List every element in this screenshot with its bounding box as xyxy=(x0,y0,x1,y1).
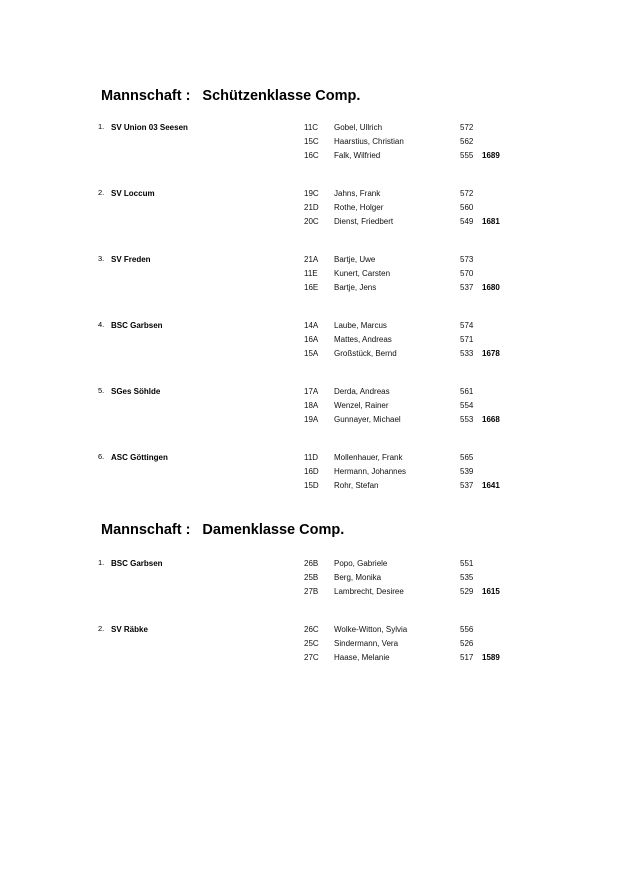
team-rank: 2. xyxy=(98,188,105,197)
member-number: 25C xyxy=(304,639,319,648)
team-total: 1589 xyxy=(482,653,500,662)
member-row xyxy=(0,573,620,587)
member-row xyxy=(0,559,620,573)
member-score: 551 xyxy=(460,559,474,568)
team-name: SGes Söhlde xyxy=(111,387,161,396)
member-score: 574 xyxy=(460,321,474,330)
team-total: 1680 xyxy=(482,283,500,292)
member-number: 19A xyxy=(304,415,319,424)
member-name: Laube, Marcus xyxy=(334,321,387,330)
member-score: 573 xyxy=(460,255,474,264)
member-number: 21D xyxy=(304,203,319,212)
member-score: 535 xyxy=(460,573,474,582)
member-number: 16C xyxy=(304,151,319,160)
member-score: 572 xyxy=(460,123,474,132)
team-block xyxy=(0,559,620,601)
member-name: Rohr, Stefan xyxy=(334,481,379,490)
member-name: Popo, Gabriele xyxy=(334,559,388,568)
team-block xyxy=(0,123,620,165)
team-total: 1689 xyxy=(482,151,500,160)
member-score: 529 xyxy=(460,587,474,596)
member-number: 25B xyxy=(304,573,319,582)
team-rank: 1. xyxy=(98,558,105,567)
member-name: Kunert, Carsten xyxy=(334,269,391,278)
member-score: 561 xyxy=(460,387,474,396)
team-block xyxy=(0,387,620,429)
member-score: 533 xyxy=(460,349,474,358)
team-total: 1615 xyxy=(482,587,500,596)
member-score: 537 xyxy=(460,283,474,292)
member-name: Falk, Wilfried xyxy=(334,151,381,160)
section-class-name: Schützenklasse Comp. xyxy=(202,88,361,104)
member-number: 15D xyxy=(304,481,319,490)
member-name: Haase, Melanie xyxy=(334,653,390,662)
member-score: 554 xyxy=(460,401,474,410)
member-number: 15A xyxy=(304,349,319,358)
member-number: 20C xyxy=(304,217,319,226)
team-total: 1678 xyxy=(482,349,500,358)
member-row xyxy=(0,189,620,203)
member-score: 553 xyxy=(460,415,474,424)
member-row xyxy=(0,639,620,653)
member-row xyxy=(0,587,620,601)
member-score: 526 xyxy=(460,639,474,648)
member-name: Dienst, Friedbert xyxy=(334,217,394,226)
member-score: 539 xyxy=(460,467,474,476)
member-score: 565 xyxy=(460,453,474,462)
member-number: 26B xyxy=(304,559,319,568)
member-number: 27B xyxy=(304,587,319,596)
member-name: Hermann, Johannes xyxy=(334,467,407,476)
member-number: 16E xyxy=(304,283,319,292)
team-block xyxy=(0,321,620,363)
member-number: 26C xyxy=(304,625,319,634)
member-row xyxy=(0,349,620,363)
team-total: 1668 xyxy=(482,415,500,424)
team-block xyxy=(0,625,620,667)
member-number: 11E xyxy=(304,269,318,278)
member-name: Derda, Andreas xyxy=(334,387,390,396)
member-row xyxy=(0,151,620,165)
section-label: Mannschaft : xyxy=(101,522,191,538)
member-name: Gobel, Ullrich xyxy=(334,123,383,132)
member-name: Jahns, Frank xyxy=(334,189,381,198)
team-rank: 6. xyxy=(98,452,105,461)
team-name: SV Loccum xyxy=(111,189,155,198)
member-number: 27C xyxy=(304,653,319,662)
team-total: 1681 xyxy=(482,217,500,226)
member-row xyxy=(0,217,620,231)
member-number: 16D xyxy=(304,467,319,476)
member-name: Berg, Monika xyxy=(334,573,382,582)
member-name: Lambrecht, Desiree xyxy=(334,587,404,596)
team-total: 1641 xyxy=(482,481,500,490)
team-name: BSC Garbsen xyxy=(111,321,163,330)
member-score: 537 xyxy=(460,481,474,490)
member-name: Rothe, Holger xyxy=(334,203,384,212)
member-number: 15C xyxy=(304,137,319,146)
member-score: 571 xyxy=(460,335,474,344)
section-label: Mannschaft : xyxy=(101,88,191,104)
section-title xyxy=(101,88,360,104)
member-name: Bartje, Jens xyxy=(334,283,377,292)
member-name: Gunnayer, Michael xyxy=(334,415,401,424)
member-name: Großstück, Bernd xyxy=(334,349,397,358)
member-row xyxy=(0,123,620,137)
section-class-name: Damenklasse Comp. xyxy=(202,522,345,538)
team-rank: 5. xyxy=(98,386,105,395)
member-number: 17A xyxy=(304,387,319,396)
member-row xyxy=(0,415,620,429)
member-name: Haarstius, Christian xyxy=(334,137,404,146)
team-rank: 4. xyxy=(98,320,105,329)
member-number: 16A xyxy=(304,335,319,344)
member-row xyxy=(0,203,620,217)
member-row xyxy=(0,137,620,151)
member-score: 562 xyxy=(460,137,474,146)
member-row xyxy=(0,255,620,269)
team-rank: 1. xyxy=(98,122,105,131)
team-name: SV Union 03 Seesen xyxy=(111,123,188,132)
team-block xyxy=(0,453,620,495)
member-number: 21A xyxy=(304,255,319,264)
member-row xyxy=(0,453,620,467)
member-row xyxy=(0,269,620,283)
member-number: 19C xyxy=(304,189,319,198)
member-row xyxy=(0,625,620,639)
member-number: 18A xyxy=(304,401,319,410)
member-name: Mattes, Andreas xyxy=(334,335,392,344)
member-score: 570 xyxy=(460,269,474,278)
member-score: 556 xyxy=(460,625,474,634)
member-row xyxy=(0,387,620,401)
member-row xyxy=(0,283,620,297)
member-score: 517 xyxy=(460,653,474,662)
team-name: ASC Göttingen xyxy=(111,453,168,462)
member-score: 560 xyxy=(460,203,474,212)
member-number: 14A xyxy=(304,321,319,330)
member-name: Wolke-Witton, Sylvia xyxy=(334,625,408,634)
member-name: Sindermann, Vera xyxy=(334,639,399,648)
member-score: 572 xyxy=(460,189,474,198)
team-name: SV Freden xyxy=(111,255,151,264)
member-score: 549 xyxy=(460,217,474,226)
team-rank: 3. xyxy=(98,254,105,263)
team-rank: 2. xyxy=(98,624,105,633)
member-row xyxy=(0,481,620,495)
team-block xyxy=(0,255,620,297)
member-row xyxy=(0,467,620,481)
member-score: 555 xyxy=(460,151,474,160)
member-row xyxy=(0,335,620,349)
team-name: BSC Garbsen xyxy=(111,559,163,568)
member-row xyxy=(0,401,620,415)
member-name: Wenzel, Rainer xyxy=(334,401,389,410)
member-number: 11C xyxy=(304,123,319,132)
member-row xyxy=(0,653,620,667)
member-name: Mollenhauer, Frank xyxy=(334,453,403,462)
member-name: Bartje, Uwe xyxy=(334,255,376,264)
team-block xyxy=(0,189,620,231)
member-number: 11D xyxy=(304,453,319,462)
section-title xyxy=(101,522,344,538)
member-row xyxy=(0,321,620,335)
team-name: SV Räbke xyxy=(111,625,148,634)
